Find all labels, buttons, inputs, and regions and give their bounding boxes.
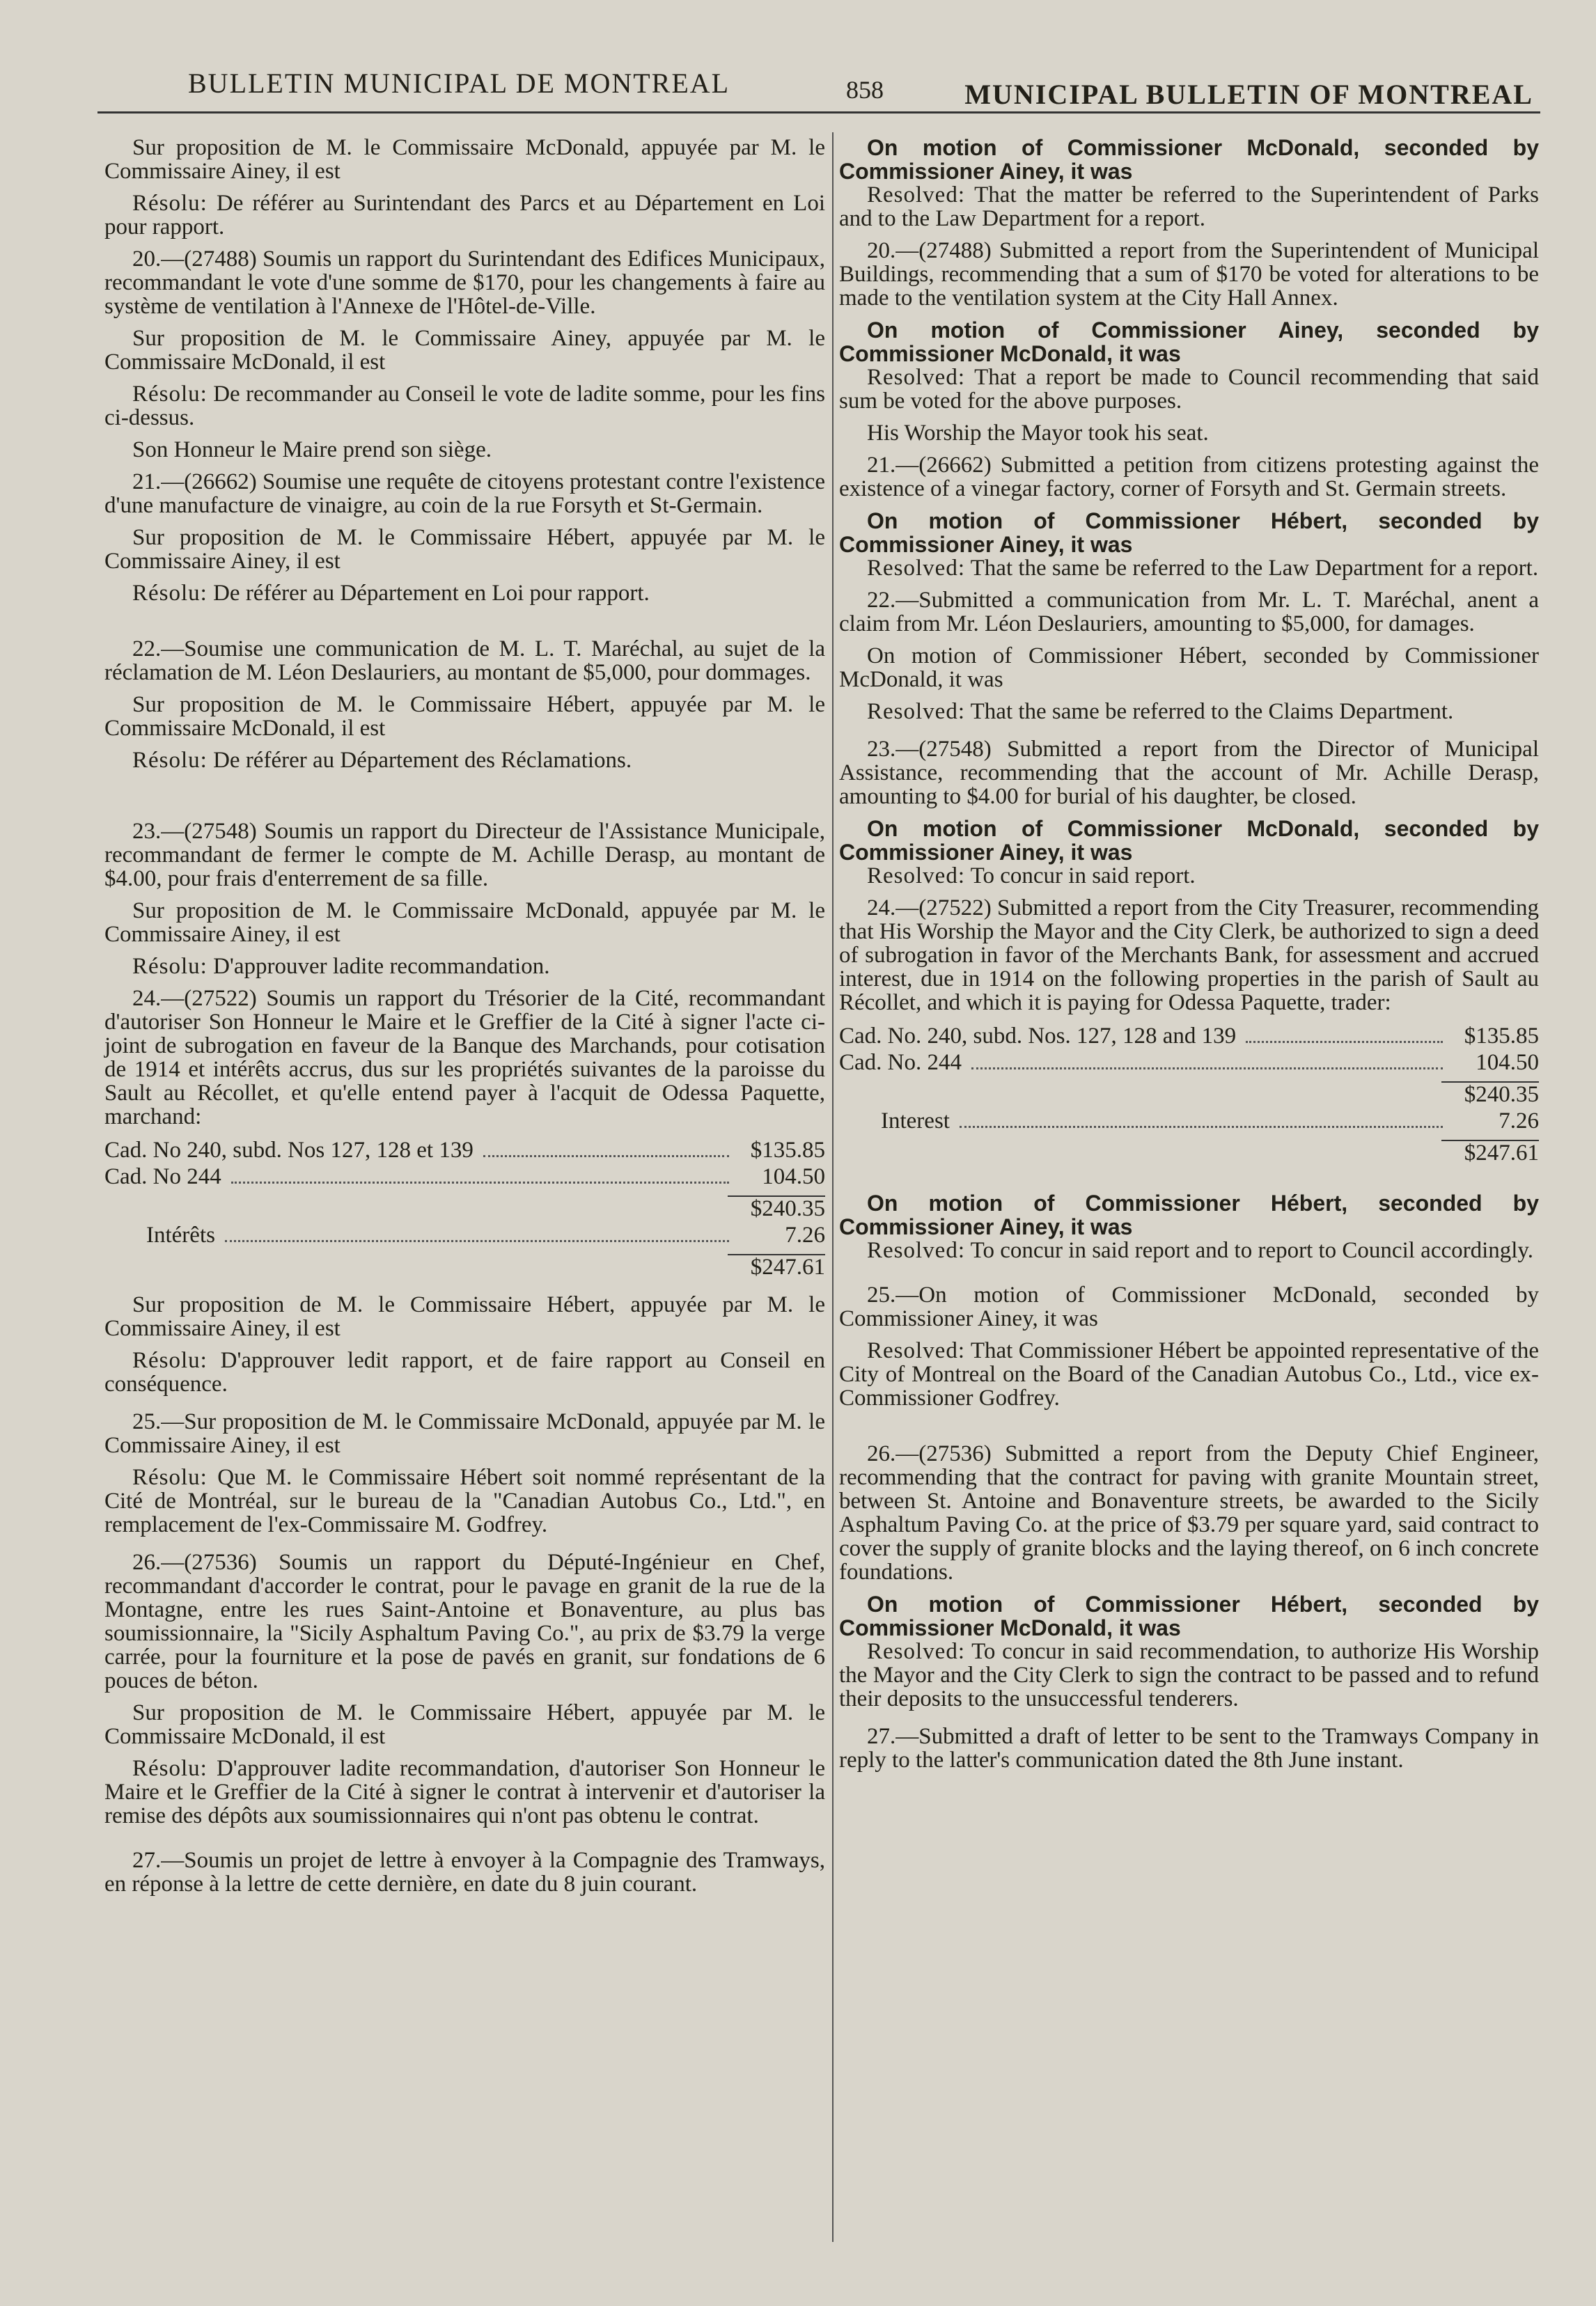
ledger-amount: 7.26: [1499, 1108, 1539, 1134]
ledger-label: Intérêts: [146, 1223, 215, 1248]
french-column: [104, 136, 825, 1904]
en-resolution-6: [839, 1239, 1539, 1262]
en-resolution-text: That the same be referred to the Claims Department.: [970, 699, 1454, 724]
en-resolution-text: That the matter be referred to the Superintendent of Parks and to the Law Department for a report.: [839, 182, 1540, 231]
en-item-23: 23.—(27548) Submitted a report from the Director of Municipal Assistance, recommending that the account of Mr. Achille Derasp, amounting to $4.00 for burial of his daughter, be closed.: [839, 737, 1539, 809]
en-motion-4: On motion of Commissioner Hébert, seconded by Commissioner McDonald, it was: [839, 643, 1539, 692]
page-number: 858: [846, 76, 884, 104]
fr-motion-2: Sur proposition de M. le Commissaire Ainey, appuyée par M. le Commissaire McDonald, il est: [104, 326, 825, 375]
ledger-label: Cad. No 244: [104, 1164, 221, 1189]
en-resolved-label: Resolved:: [867, 365, 965, 390]
fr-item-22: 22.—Soumise une communication de M. L. T. Maréchal, au sujet de la réclamation de M. Léon Deslauriers, au montant de $5,000, pour dommages.: [104, 636, 825, 685]
en-resolution-1: [839, 183, 1539, 230]
ledger-row: [839, 1024, 1539, 1051]
ledger-amount: 104.50: [1476, 1050, 1539, 1075]
fr-resolution-text: Que M. le Commissaire Hébert soit nommé représentant de la Cité de Montréal, sur le bureau de la "Canadian Autobus Co., Ltd.", en remplacement de l'ex-Commissaire M. Godfrey.: [104, 1465, 826, 1537]
en-resolution-text: That the same be referred to the Law Department for a report.: [970, 556, 1539, 581]
fr-item-27: 27.—Soumis un projet de lettre à envoyer à la Compagnie des Tramways, en réponse à la lettre de cette dernière, en date du 8 juin courant.: [104, 1848, 825, 1897]
en-resolution-text: That Commissioner Hébert be appointed representative of the City of Montreal on the Board of the Canadian Autobus Co., Ltd., vice ex-Commissioner Godfrey.: [839, 1338, 1540, 1411]
en-resolved-label: Resolved:: [867, 699, 965, 724]
en-resolution-text: To concur in said recommendation, to authorize His Worship the Mayor and the City Clerk to sign the contract to be passed and to refund their deposits to the unsuccessful tenderers.: [839, 1639, 1540, 1711]
ledger-row: [839, 1141, 1539, 1168]
fr-resolution-text: De référer au Département des Réclamations.: [213, 748, 632, 773]
ledger-row: [104, 1255, 825, 1282]
en-resolution-4: [839, 700, 1539, 723]
en-resolution-text: That a report be made to Council recommending that said sum be voted for the above purposes.: [839, 365, 1539, 414]
ledger-total: $247.61: [750, 1255, 825, 1280]
en-resolution-2: [839, 366, 1539, 413]
fr-item-25: 25.—Sur proposition de M. le Commissaire McDonald, appuyée par M. le Commissaire Ainey, il est: [104, 1409, 825, 1458]
fr-motion-4: Sur proposition de M. le Commissaire Hébert, appuyée par M. le Commissaire McDonald, il est: [104, 692, 825, 741]
en-resolution-text: To concur in said report.: [970, 863, 1196, 888]
fr-resolved-label: Résolu:: [132, 1756, 208, 1781]
ledger-label: Cad. No 240, subd. Nos 127, 128 et 139: [104, 1138, 474, 1163]
ledger-amount: $135.85: [1464, 1023, 1539, 1049]
header-left-title: BULLETIN MUNICIPAL DE MONTREAL: [188, 68, 730, 99]
fr-resolution-text: D'approuver ladite recommandation, d'autoriser Son Honneur le Maire et le Greffier de la Cité à signer le contrat à intervenir et d'autoriser la remise des dépôts aux soumissionnaires qui n'ont pas obtenu le contrat.: [104, 1756, 825, 1828]
ledger-row: [839, 1051, 1539, 1077]
ledger-row: [104, 1165, 825, 1191]
en-item-21: 21.—(26662) Submitted a petition from citizens protesting against the existence of a vinegar factory, corner of Forsyth and St. Germain streets.: [839, 453, 1539, 501]
page-header: [181, 60, 1533, 109]
fr-resolution-2: [104, 382, 825, 430]
fr-resolved-label: Résolu:: [132, 1465, 208, 1490]
fr-resolution-8: [104, 1757, 825, 1828]
ledger-amount: $135.85: [750, 1138, 825, 1163]
fr-resolved-label: Résolu:: [132, 748, 208, 773]
en-item-24: 24.—(27522) Submitted a report from the City Treasurer, recommending that His Worship the Mayor and the City Clerk, be authorized to sign a deed of subrogation in favor of the Merchants Bank, for assessment and accrued interest, due in 1914 on the following properties in the parish of Sault au Récollet, and which it is paying for Odessa Paquette, trader:: [839, 895, 1539, 1015]
fr-motion-6: Sur proposition de M. le Commissaire Hébert, appuyée par M. le Commissaire Ainey, il est: [104, 1292, 825, 1341]
column-divider: [832, 132, 834, 2242]
fr-item-23: 23.—(27548) Soumis un rapport du Directeur de l'Assistance Municipale, recommandant de fermer le compte de M. Achille Derasp, au montant de $4.00, pour frais d'enterrement de sa fille.: [104, 819, 825, 891]
en-resolution-7: [839, 1339, 1539, 1410]
ledger-row: [839, 1109, 1539, 1136]
en-resolved-label: Resolved:: [867, 182, 965, 207]
fr-resolution-text: De référer au Surintendant des Parcs et au Département en Loi pour rapport.: [104, 191, 825, 240]
fr-motion-1: Sur proposition de M. le Commissaire McDonald, appuyée par M. le Commissaire Ainey, il est: [104, 135, 825, 184]
fr-resolution-4: [104, 748, 825, 772]
en-motion-1: On motion of Commissioner McDonald, seconded by Commissioner Ainey, it was: [839, 135, 1539, 184]
fr-resolution-text: De référer au Département en Loi pour rapport.: [213, 581, 650, 606]
fr-resolution-text: De recommander au Conseil le vote de ladite somme, pour les fins ci-dessus.: [104, 382, 826, 430]
en-resolved-label: Resolved:: [867, 1338, 965, 1363]
english-column: [839, 136, 1539, 1780]
fr-resolution-3: [104, 581, 825, 605]
en-resolved-label: Resolved:: [867, 1639, 965, 1664]
fr-resolution-5: [104, 955, 825, 978]
fr-ledger: [104, 1138, 825, 1282]
header-right-title: MUNICIPAL BULLETIN OF MONTREAL: [964, 79, 1533, 110]
fr-resolution-6: [104, 1349, 825, 1396]
ledger-subtotal: $240.35: [750, 1196, 825, 1221]
fr-resolution-text: D'approuver ladite recommandation.: [213, 954, 550, 979]
fr-resolved-label: Résolu:: [132, 1348, 208, 1373]
fr-resolved-label: Résolu:: [132, 191, 208, 216]
ledger-label: Cad. No. 240, subd. Nos. 127, 128 and 139: [839, 1023, 1237, 1049]
en-resolution-text: To concur in said report and to report to Council accordingly.: [970, 1238, 1534, 1263]
header-rule: [97, 111, 1540, 113]
ledger-row: [104, 1223, 825, 1250]
en-resolution-5: [839, 864, 1539, 888]
fr-resolved-label: Résolu:: [132, 581, 208, 606]
en-resolved-label: Resolved:: [867, 556, 965, 581]
en-item-22: 22.—Submitted a communication from Mr. L. T. Maréchal, anent a claim from Mr. Léon Deslauriers, amounting to $5,000, for damages.: [839, 588, 1539, 636]
fr-item-21: 21.—(26662) Soumise une requête de citoyens protestant contre l'existence d'une manufacture de vinaigre, au coin de la rue Forsyth et St-Germain.: [104, 469, 825, 518]
en-motion-5: On motion of Commissioner McDonald, seconded by Commissioner Ainey, it was: [839, 816, 1539, 865]
en-motion-3: On motion of Commissioner Hébert, seconded by Commissioner Ainey, it was: [839, 508, 1539, 557]
en-mayor-seat: His Worship the Mayor took his seat.: [867, 421, 1209, 446]
fr-item-20: 20.—(27488) Soumis un rapport du Surintendant des Edifices Municipaux, recommandant le vote d'une somme de $170, pour les changements à faire au système de ventilation à l'Annexe de l'Hôtel-de-Ville.: [104, 246, 825, 319]
en-ledger: [839, 1024, 1539, 1168]
fr-motion-5: Sur proposition de M. le Commissaire McDonald, appuyée par M. le Commissaire Ainey, il est: [104, 898, 825, 947]
fr-resolution-7: [104, 1466, 825, 1537]
en-item-25: 25.—On motion of Commissioner McDonald, seconded by Commissioner Ainey, it was: [839, 1283, 1539, 1331]
en-motion-6: On motion of Commissioner Hébert, seconded by Commissioner Ainey, it was: [839, 1191, 1539, 1239]
fr-resolution-text: D'approuver ledit rapport, et de faire rapport au Conseil en conséquence.: [104, 1348, 826, 1397]
ledger-label: Cad. No. 244: [839, 1050, 962, 1075]
en-motion-2: On motion of Commissioner Ainey, seconded by Commissioner McDonald, it was: [839, 317, 1539, 366]
en-item-20: 20.—(27488) Submitted a report from the Superintendent of Municipal Buildings, recommending that a sum of $170 be voted for alterations to be made to the ventilation system at the City Hall Annex.: [839, 238, 1539, 311]
fr-mayor-seat: Son Honneur le Maire prend son siège.: [132, 437, 492, 462]
fr-motion-3: Sur proposition de M. le Commissaire Hébert, appuyée par M. le Commissaire Ainey, il est: [104, 525, 825, 574]
en-item-26: 26.—(27536) Submitted a report from the Deputy Chief Engineer, recommending that the contract for paving with granite Mountain street, between St. Antoine and Bonaventure streets, be awarded to the Sicily Asphaltum Paving Co. at the price of $3.79 per square yard, said contract to cover the supply of granite blocks and the laying thereof, on 6 inch concrete foundations.: [839, 1441, 1539, 1585]
en-resolution-3: [839, 556, 1539, 580]
ledger-amount: 7.26: [785, 1223, 825, 1248]
fr-item-26: 26.—(27536) Soumis un rapport du Député-Ingénieur en Chef, recommandant d'accorder le contrat, pour le pavage en granit de la rue de la Montagne, entre les rues Saint-Antoine et Bonaventure, au plus bas soumissionnaire, la "Sicily Asphaltum Paving Co.", au prix de $3.79 la verge carrée, pour la fourniture et la pose de pavés en granit, sur fondations de 6 pouces de béton.: [104, 1550, 825, 1693]
ledger-row: [104, 1138, 825, 1165]
en-resolved-label: Resolved:: [867, 1238, 965, 1263]
en-resolution-8: [839, 1640, 1539, 1711]
fr-resolved-label: Résolu:: [132, 954, 208, 979]
ledger-subtotal: $240.35: [1464, 1082, 1539, 1107]
fr-motion-7: Sur proposition de M. le Commissaire Hébert, appuyée par M. le Commissaire McDonald, il est: [104, 1700, 825, 1749]
ledger-total: $247.61: [1464, 1140, 1539, 1166]
fr-resolved-label: Résolu:: [132, 382, 208, 407]
ledger-row: [104, 1197, 825, 1223]
ledger-label: Interest: [881, 1108, 950, 1134]
en-resolved-label: Resolved:: [867, 863, 965, 888]
en-motion-7: On motion of Commissioner Hébert, seconded by Commissioner McDonald, it was: [839, 1592, 1539, 1640]
ledger-row: [839, 1083, 1539, 1109]
ledger-amount: 104.50: [762, 1164, 825, 1189]
fr-item-24: 24.—(27522) Soumis un rapport du Trésorier de la Cité, recommandant d'autoriser Son Honneur le Maire et le Greffier de la Cité à signer l'acte ci-joint de subrogation en faveur de la Banque des Marchands, pour cotisation de 1914 et intérêts accrus, dus sur les propriétés suivantes de la paroisse du Sault au Récollet, et qu'elle entend payer à l'acquit de Odessa Paquette, marchand:: [104, 986, 825, 1129]
fr-resolution-1: [104, 191, 825, 239]
en-item-27: 27.—Submitted a draft of letter to be sent to the Tramways Company in reply to the latter's communication dated the 8th June instant.: [839, 1724, 1539, 1773]
